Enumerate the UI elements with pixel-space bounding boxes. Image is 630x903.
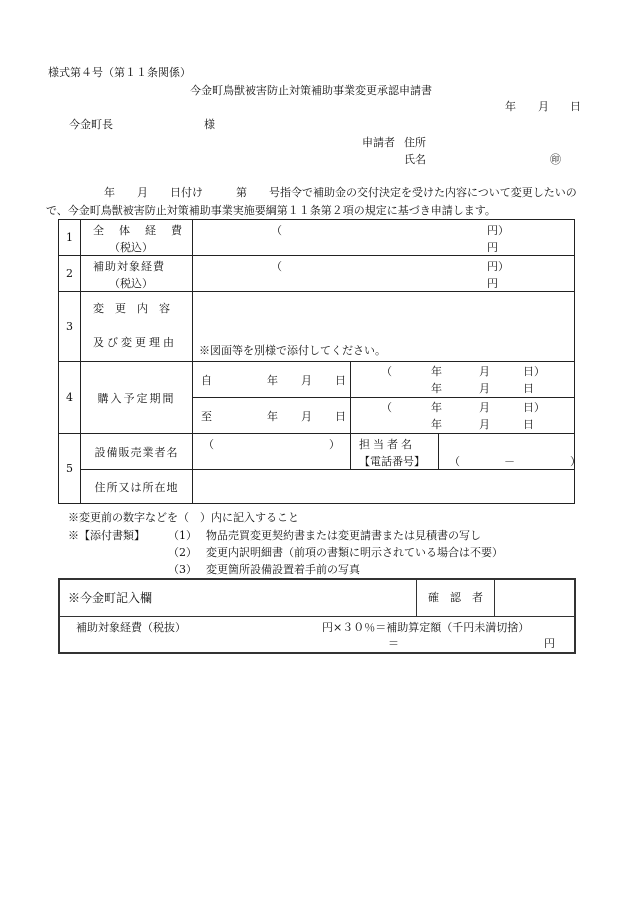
row-number: 2	[59, 256, 81, 292]
label-cell	[81, 292, 193, 362]
row-change-content	[59, 292, 575, 362]
change-content-field[interactable]	[193, 292, 575, 362]
yen-label: 円	[487, 240, 498, 254]
period-to-old-field[interactable]	[351, 398, 575, 434]
date-day: 日	[570, 100, 581, 113]
close-paren: ）	[329, 437, 340, 451]
note-brackets: ※変更前の数字などを（ ）内に記入すること	[68, 511, 299, 524]
application-table	[58, 219, 581, 504]
form-number: 様式第４号（第１１条関係）	[48, 66, 191, 79]
yen-paren: 円）	[487, 223, 509, 237]
day-label: 日	[335, 409, 346, 423]
period-from-old-field[interactable]	[351, 362, 575, 398]
contact-person-label: 担当者名	[359, 437, 415, 451]
attachment-1: 物品売買変更契約書または変更請書または見積書の写し	[206, 529, 481, 542]
month-label: 月	[301, 409, 312, 423]
label-cell	[81, 362, 193, 434]
tax-included-label: （税込）	[109, 240, 153, 254]
open-paren: （	[271, 259, 282, 273]
yen-paren: 円）	[487, 259, 509, 273]
row-subsidy-cost	[59, 256, 575, 292]
address-label: 住所	[404, 136, 426, 149]
day-label: 日	[523, 381, 534, 395]
subsidy-formula: 円×３０％＝補助算定額（千円未満切捨）	[322, 621, 530, 634]
period-from-field[interactable]	[193, 362, 351, 398]
month-label: 月	[479, 364, 490, 378]
attachment-2-number: （2）	[168, 546, 197, 559]
open-paren: （	[271, 223, 282, 237]
date-month: 月	[538, 100, 549, 113]
to-label: 至	[201, 409, 212, 423]
attachments-label: ※【添付書類】	[68, 529, 145, 542]
total-cost-label: 全 体 経 費	[93, 223, 184, 237]
year-label: 年	[431, 417, 442, 431]
from-label: 自	[201, 373, 212, 387]
open-paren: （	[203, 437, 214, 451]
divider	[494, 580, 495, 616]
row-vendor	[59, 434, 575, 470]
date-year: 年	[505, 100, 516, 113]
honorific: 様	[204, 118, 215, 131]
change-reason-label: 及び変更理由	[93, 335, 177, 349]
attachment-3: 変更箇所設備設置着手前の写真	[206, 563, 360, 576]
subsidy-cost-ex-tax-label: 補助対象経費（税抜）	[76, 621, 186, 634]
office-use-title: ※今金町記入欄	[68, 591, 153, 605]
year-label: 年	[431, 381, 442, 395]
divider	[416, 580, 417, 616]
body-line-2: で、今金町鳥獣被害防止対策補助事業実施要綱第１１条第２項の規定に基づき申請します。	[46, 204, 496, 217]
attachment-1-number: （1）	[168, 529, 197, 542]
page-title: 今金町鳥獣被害防止対策補助事業変更承認申請書	[190, 84, 432, 97]
yen-label: 円	[487, 276, 498, 290]
label-cell	[81, 434, 193, 470]
office-use-box	[58, 578, 576, 654]
month-label: 月	[479, 400, 490, 414]
label-cell	[81, 220, 193, 256]
day-label: 日	[523, 417, 534, 431]
body-line-1: 年 月 日付け 第 号指令で補助金の交付決定を受けた内容について変更したいの	[104, 186, 577, 199]
month-label: 月	[479, 417, 490, 431]
phone-label: 【電話番号】	[359, 454, 425, 468]
attachment-2: 変更内訳明細書（前項の書類に明示されている場合は不要）	[206, 546, 503, 559]
vendor-address-field[interactable]	[193, 470, 575, 504]
contact-field[interactable]	[439, 434, 581, 470]
attach-note: ※図面等を別様で添付してください。	[199, 343, 386, 357]
subsidy-cost-field[interactable]	[193, 256, 575, 292]
change-content-label: 変 更 内 容	[93, 301, 170, 315]
row-number: 1	[59, 220, 81, 256]
row-number: 4	[59, 362, 81, 434]
row-purchase-period-from	[59, 362, 575, 398]
row-number: 5	[59, 434, 81, 504]
office-use-header	[60, 580, 574, 617]
confirmer-field[interactable]	[496, 582, 570, 613]
tax-included-label: （税込）	[109, 276, 153, 290]
row-number: 3	[59, 292, 81, 362]
equals-sign: ＝	[388, 637, 399, 650]
label-cell	[81, 256, 193, 292]
seal-mark: ㊞	[550, 153, 561, 166]
yen-label: 円	[544, 637, 555, 650]
addressee: 今金町長	[69, 118, 113, 131]
contact-label-cell	[351, 434, 439, 470]
attachment-3-number: （3）	[168, 563, 197, 576]
year-label: 年	[267, 373, 278, 387]
subsidy-cost-label: 補助対象経費	[93, 259, 165, 273]
row-total-cost	[59, 220, 575, 256]
day-paren: 日）	[523, 364, 545, 378]
phone-format: （ － ）	[449, 454, 581, 468]
year-label: 年	[431, 400, 442, 414]
month-label: 月	[301, 373, 312, 387]
name-label: 氏名	[404, 153, 426, 166]
day-label: 日	[335, 373, 346, 387]
total-cost-field[interactable]	[193, 220, 575, 256]
year-label: 年	[267, 409, 278, 423]
confirmer-label: 確 認 者	[428, 591, 483, 604]
applicant-label: 申請者	[362, 136, 395, 149]
year-label: 年	[431, 364, 442, 378]
label-cell	[81, 470, 193, 504]
open-paren: （	[381, 400, 392, 414]
period-to-field[interactable]	[193, 398, 351, 434]
vendor-address-label: 住所又は所在地	[94, 480, 179, 494]
month-label: 月	[479, 381, 490, 395]
vendor-name-label: 設備販売業者名	[94, 445, 179, 459]
vendor-name-field[interactable]	[193, 434, 351, 470]
day-paren: 日）	[523, 400, 545, 414]
open-paren: （	[381, 364, 392, 378]
purchase-period-label: 購入予定期間	[97, 391, 176, 405]
row-vendor-address	[59, 470, 575, 504]
